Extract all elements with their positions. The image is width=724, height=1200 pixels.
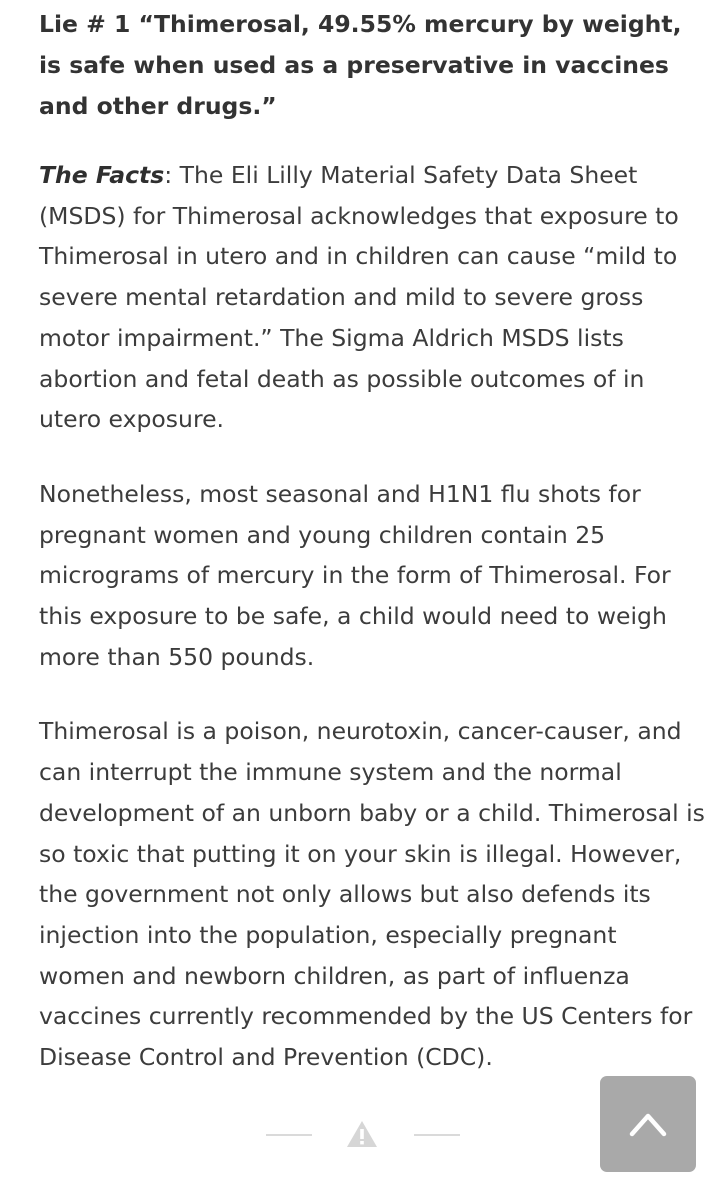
facts-text: : The Eli Lilly Material Safety Data Sheet (MSDS) for Thimerosal acknowledges that exposure to Thimerosal in utero and in children can cause “mild to severe mental retardation and mild to severe gross motor impairment.” The Sigma Aldrich MSDS lists abortion and fetal death as possible outcomes of in utero exposure. <box>39 161 679 434</box>
scroll-to-top-button[interactable] <box>600 1076 696 1172</box>
divider-line-left <box>266 1134 312 1136</box>
facts-label: The Facts <box>39 161 165 189</box>
article-heading: Lie # 1 “Thimerosal, 49.55% mercury by weight, is safe when used as a preservative in vaccines and other drugs.” <box>39 10 682 120</box>
paragraph-flu-shots: Nonetheless, most seasonal and H1N1 flu shots for pregnant women and young children contain 25 micrograms of mercury in the form of Thimerosal. For this exposure to be safe, a child would need to weigh more than 550 pounds. <box>39 479 671 671</box>
paragraph-thimerosal-toxicity: Thimerosal is a poison, neurotoxin, cancer-causer, and can interrupt the immune system and the normal development of an unborn baby or a child. Thimerosal is so toxic that putting it on your skin is illegal. However, the government not only allows but also defends its injection into the population, especially pregnant women and newborn children, as part of influenza vaccines currently recommended by the US Centers for Disease Control and Prevention (CDC). <box>39 717 705 1072</box>
warning-triangle-icon <box>346 1120 378 1148</box>
section-divider <box>266 1120 462 1150</box>
facts-paragraph <box>39 155 709 440</box>
article-body <box>39 4 709 1112</box>
divider-line-right <box>414 1134 460 1136</box>
chevron-up-icon <box>628 1106 668 1142</box>
